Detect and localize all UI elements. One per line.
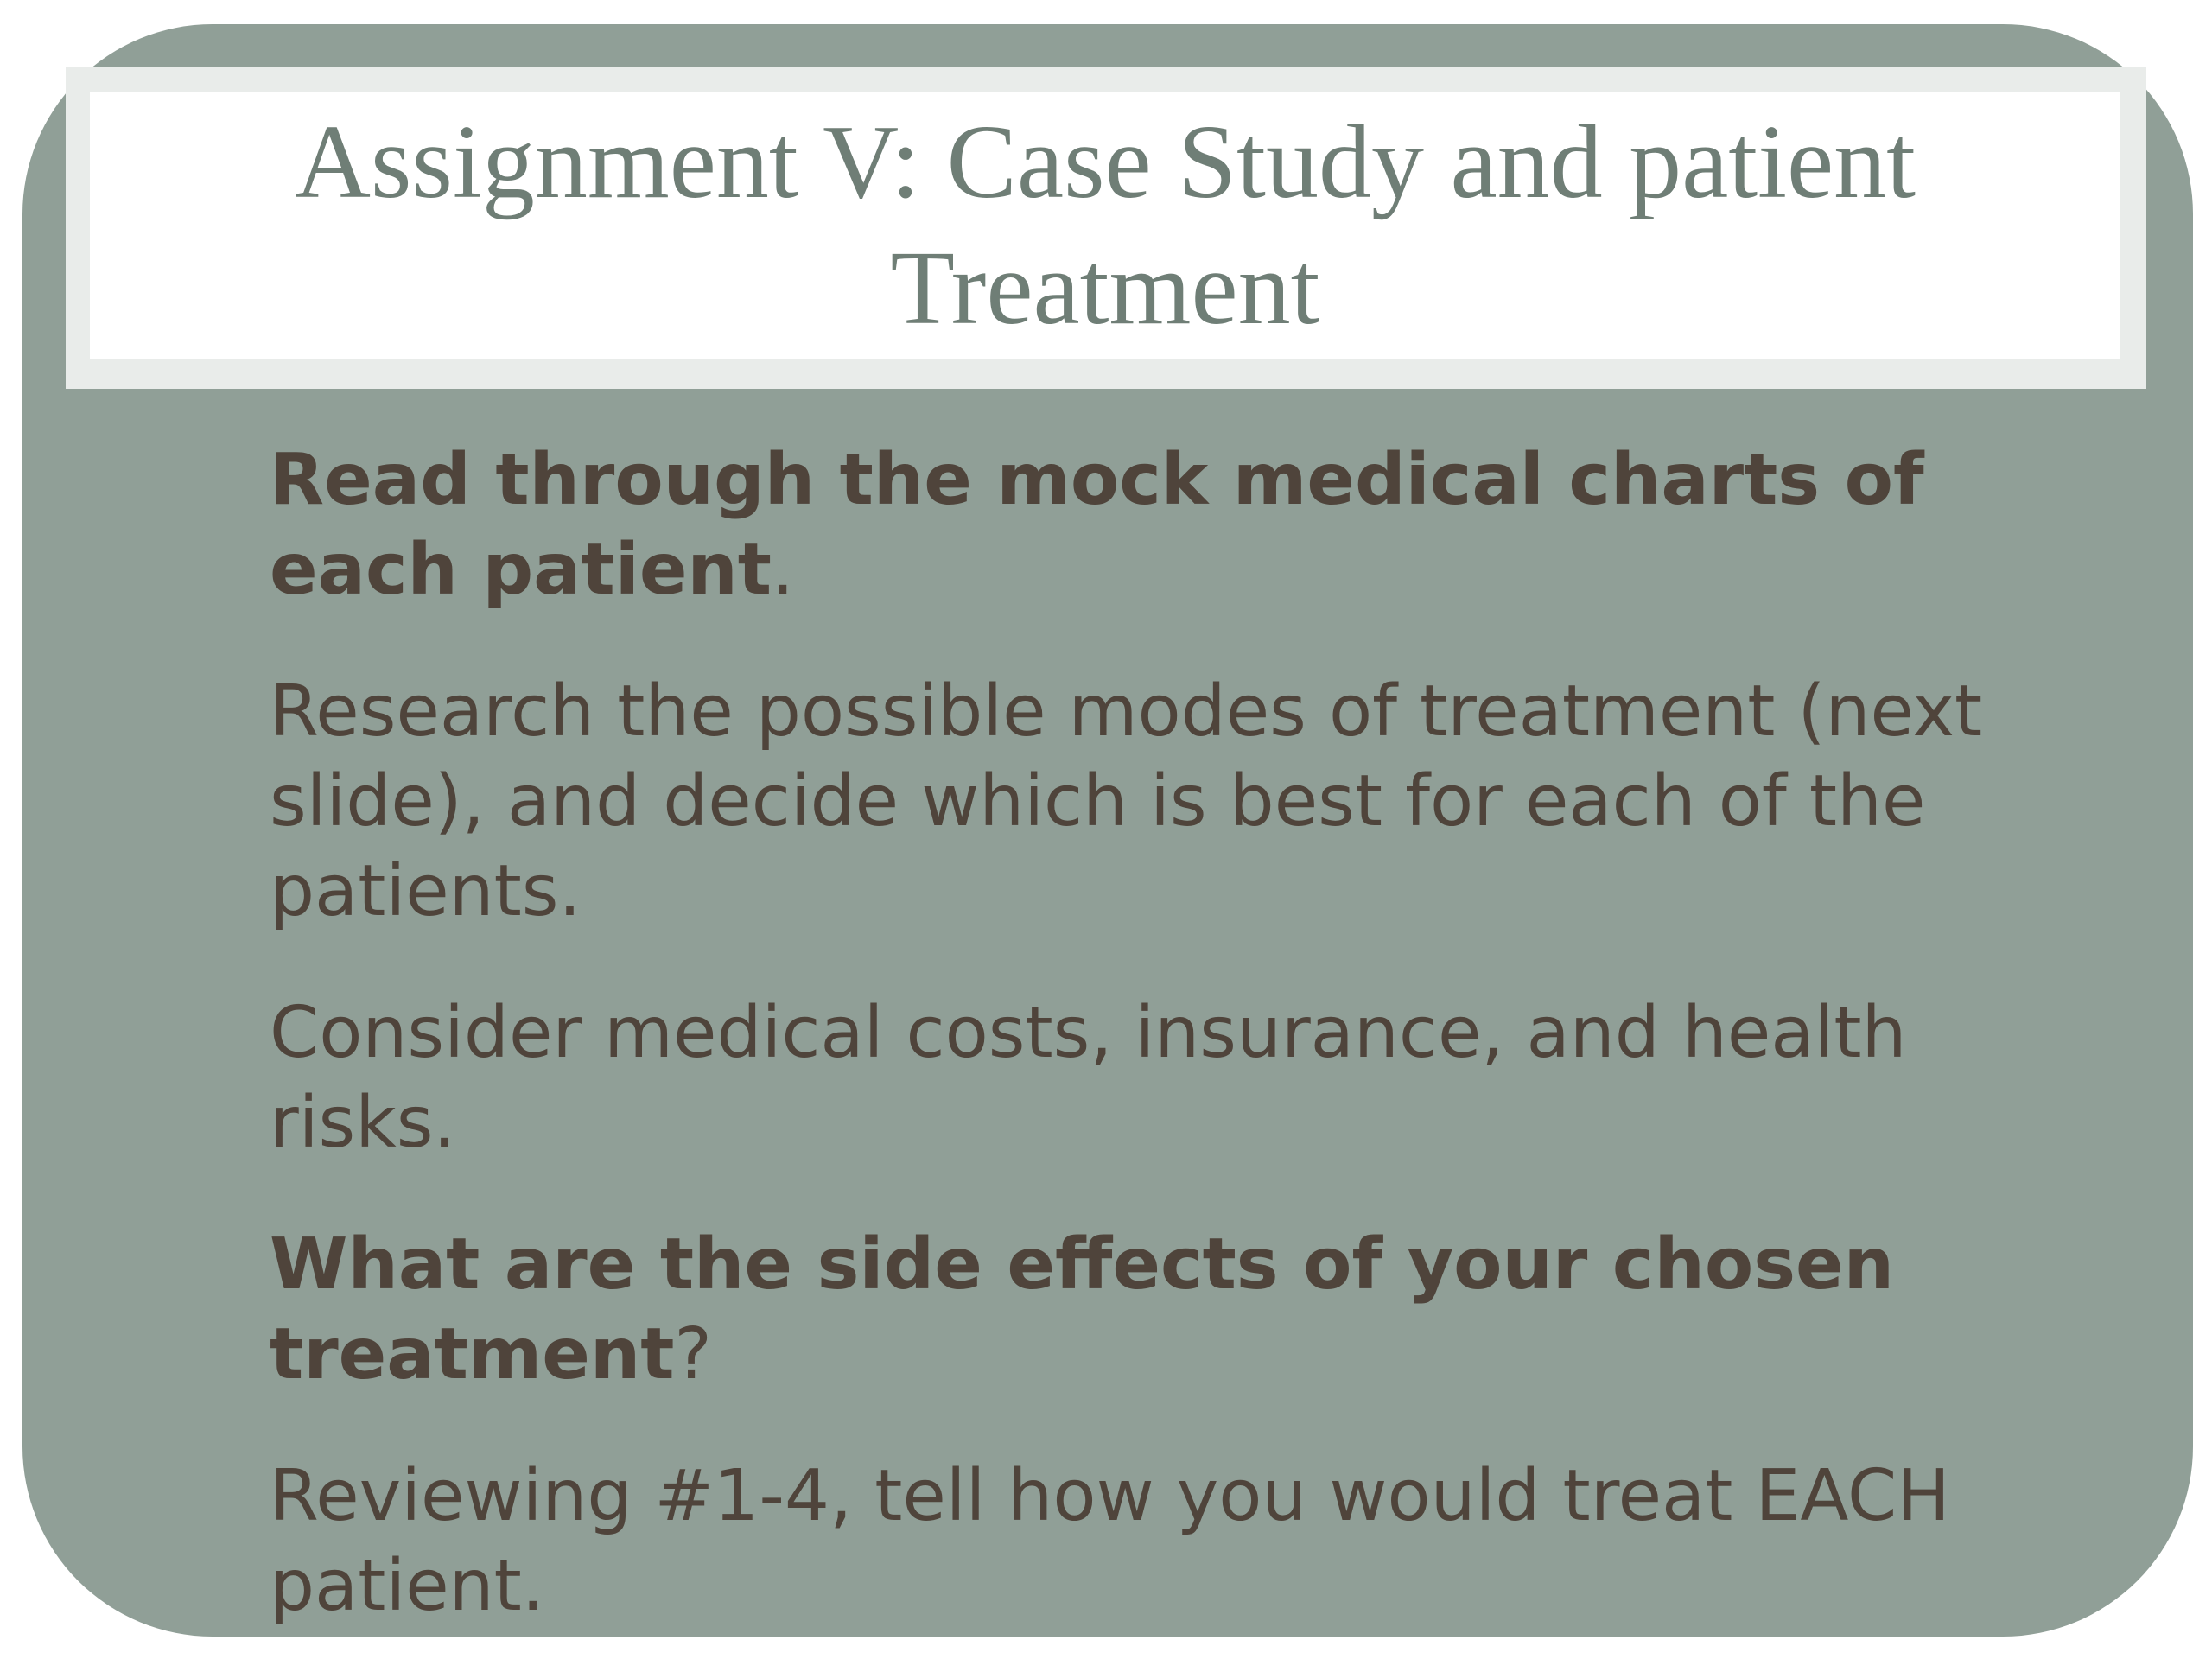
paragraph-read-charts	[270, 435, 2050, 615]
paragraph-text: Read through the mock medical charts of each patient	[270, 439, 1924, 611]
slide-body	[270, 435, 2050, 1659]
paragraph-punctuation: .	[772, 529, 795, 611]
paragraph-text: Research the possible modes of treatment (next slide), and decide which is best for each of the patients.	[270, 671, 1983, 932]
paragraph-side-effects	[270, 1220, 2050, 1400]
paragraph-text: What are the side effects of your chosen treatment	[270, 1224, 1894, 1395]
paragraph-text: Reviewing #1-4, tell how you would treat EACH patient.	[270, 1455, 1950, 1627]
paragraph-research-treatment	[270, 667, 2050, 937]
paragraph-consider-costs	[270, 988, 2050, 1168]
paragraph-text: Consider medical costs, insurance, and health risks.	[270, 992, 1907, 1164]
title-box	[90, 92, 2120, 359]
paragraph-punctuation: ?	[674, 1313, 712, 1395]
paragraph-treat-each-patient	[270, 1452, 2050, 1631]
slide-title: Assignment V: Case Study and patient Treatment	[294, 104, 1916, 346]
